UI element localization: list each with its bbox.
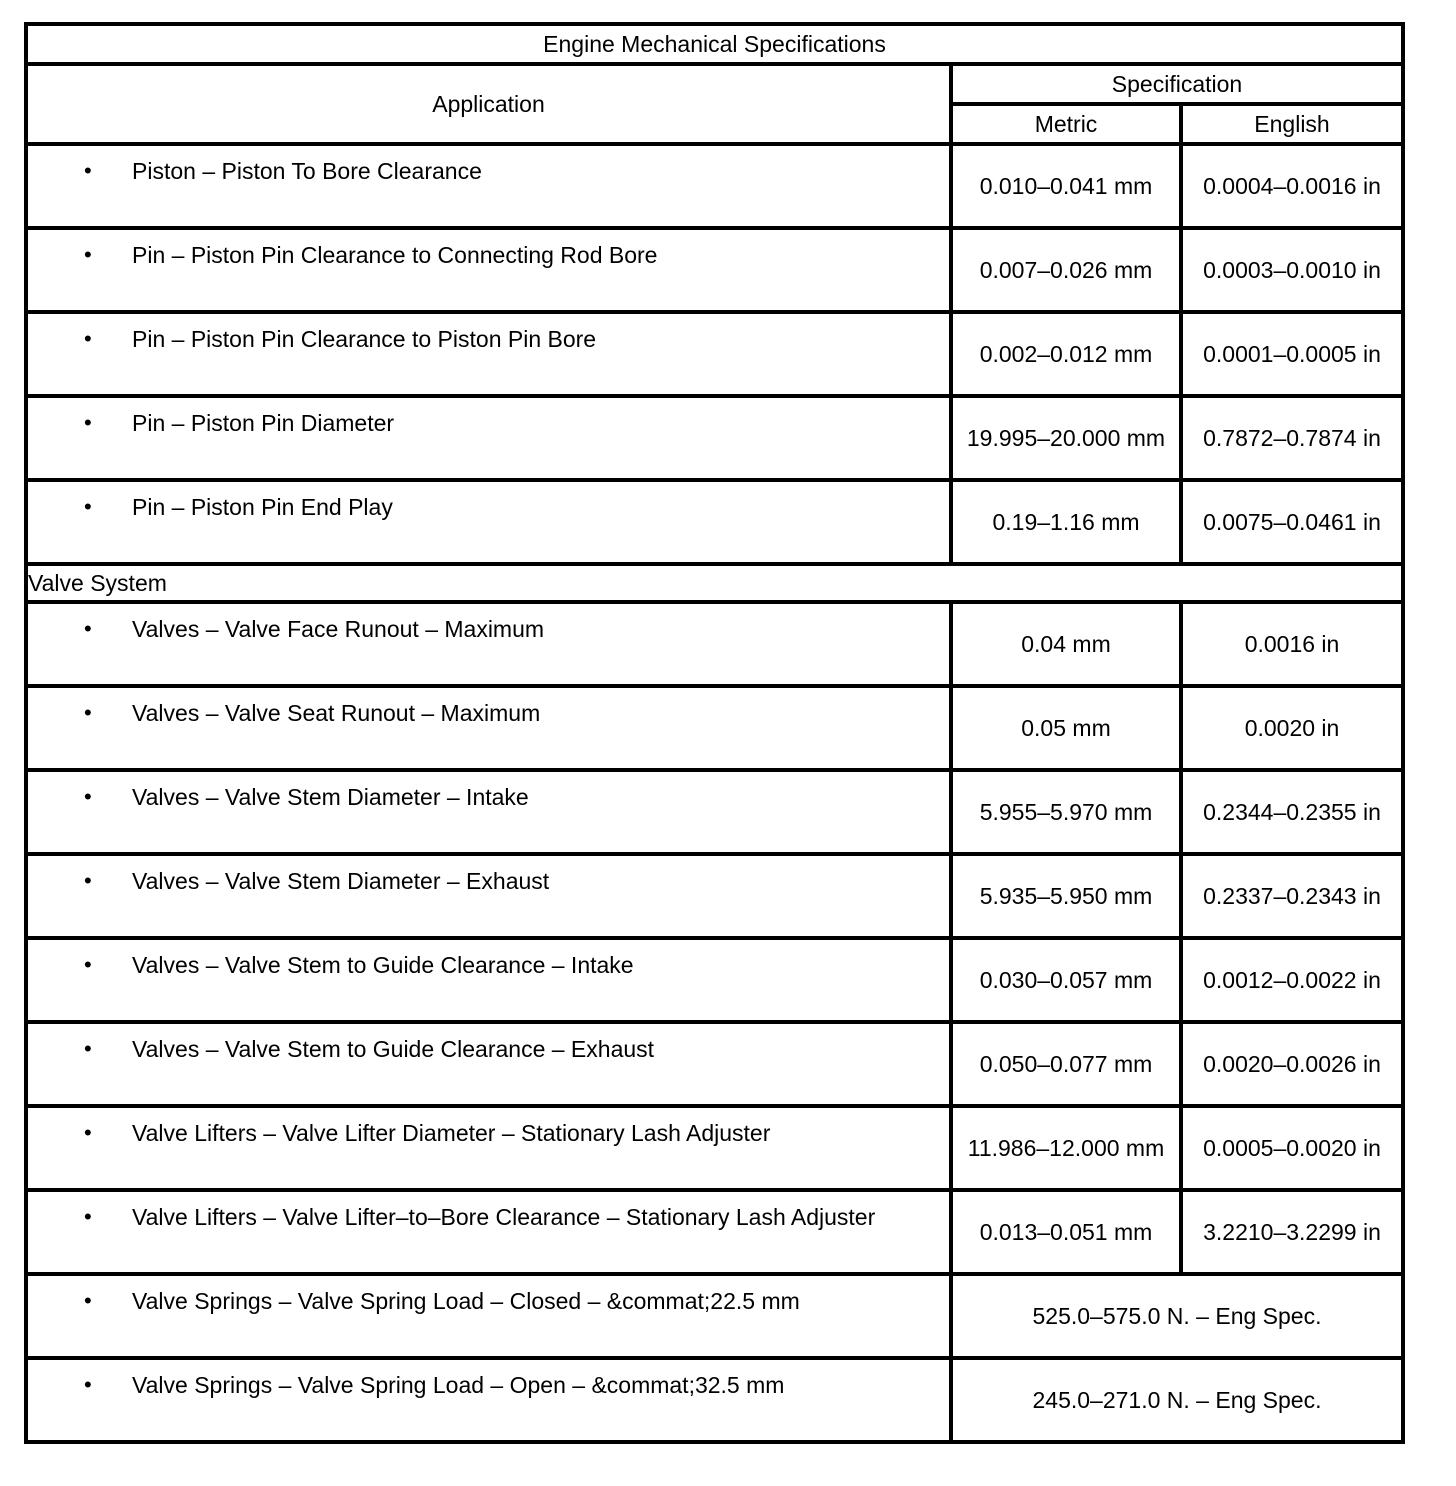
application-cell <box>26 854 951 938</box>
header-row-1 <box>26 64 1403 104</box>
metric-value: 5.955–5.970 mm <box>951 770 1181 854</box>
metric-value: 0.19–1.16 mm <box>951 480 1181 564</box>
table-row <box>26 228 1403 312</box>
spec-value: 525.0–575.0 N. – Eng Spec. <box>951 1274 1403 1358</box>
valve-rows <box>26 602 1403 1274</box>
bullet-icon: • <box>84 410 92 435</box>
english-value: 0.2344–0.2355 in <box>1181 770 1403 854</box>
application-label: Valve Springs – Valve Spring Load – Open – &commat;32.5 mm <box>132 1372 785 1398</box>
metric-value: 0.04 mm <box>951 602 1181 686</box>
english-value: 3.2210–3.2299 in <box>1181 1190 1403 1274</box>
table-row <box>26 312 1403 396</box>
application-label: Valves – Valve Stem Diameter – Exhaust <box>132 868 550 894</box>
application-cell <box>26 480 951 564</box>
table-row <box>26 1022 1403 1106</box>
application-label: Piston – Piston To Bore Clearance <box>132 158 482 184</box>
bullet-icon: • <box>84 158 92 183</box>
table-row <box>26 396 1403 480</box>
application-cell <box>26 228 951 312</box>
bullet-icon: • <box>84 1204 92 1229</box>
table-row <box>26 480 1403 564</box>
metric-value: 0.007–0.026 mm <box>951 228 1181 312</box>
application-cell <box>26 1274 951 1358</box>
bullet-icon: • <box>84 784 92 809</box>
bullet-icon: • <box>84 1372 92 1397</box>
application-cell <box>26 602 951 686</box>
metric-value: 0.010–0.041 mm <box>951 144 1181 228</box>
metric-value: 0.002–0.012 mm <box>951 312 1181 396</box>
table-row <box>26 686 1403 770</box>
table-row <box>26 1190 1403 1274</box>
table-row <box>26 144 1403 228</box>
bullet-icon: • <box>84 700 92 725</box>
metric-value: 0.030–0.057 mm <box>951 938 1181 1022</box>
application-cell <box>26 686 951 770</box>
application-cell <box>26 312 951 396</box>
english-value: 0.0020 in <box>1181 686 1403 770</box>
metric-value: 0.05 mm <box>951 686 1181 770</box>
table-row <box>26 1106 1403 1190</box>
section-row-valve-system <box>26 564 1403 602</box>
application-cell <box>26 144 951 228</box>
engine-spec-table <box>24 22 1405 1444</box>
english-value: 0.0005–0.0020 in <box>1181 1106 1403 1190</box>
english-value: 0.7872–0.7874 in <box>1181 396 1403 480</box>
bullet-icon: • <box>84 616 92 641</box>
english-value: 0.0075–0.0461 in <box>1181 480 1403 564</box>
spec-value: 245.0–271.0 N. – Eng Spec. <box>951 1358 1403 1442</box>
piston-rows <box>26 144 1403 564</box>
application-cell <box>26 1358 951 1442</box>
application-label: Valves – Valve Stem to Guide Clearance – Exhaust <box>132 1036 655 1062</box>
metric-value: 0.013–0.051 mm <box>951 1190 1181 1274</box>
application-cell <box>26 1190 951 1274</box>
application-label: Pin – Piston Pin Diameter <box>132 410 395 436</box>
application-label: Valves – Valve Stem to Guide Clearance – Intake <box>132 952 634 978</box>
bullet-icon: • <box>84 326 92 351</box>
application-label: Valve Springs – Valve Spring Load – Closed – &commat;22.5 mm <box>132 1288 800 1314</box>
application-cell <box>26 770 951 854</box>
bullet-icon: • <box>84 868 92 893</box>
english-value: 0.0020–0.0026 in <box>1181 1022 1403 1106</box>
english-value: 0.0001–0.0005 in <box>1181 312 1403 396</box>
metric-value: 0.050–0.077 mm <box>951 1022 1181 1106</box>
table-row <box>26 770 1403 854</box>
table-row <box>26 1274 1403 1358</box>
table-row <box>26 602 1403 686</box>
bullet-icon: • <box>84 1288 92 1313</box>
bullet-icon: • <box>84 1036 92 1061</box>
application-header: Application <box>26 64 951 144</box>
application-label: Pin – Piston Pin Clearance to Piston Pin Bore <box>132 326 597 352</box>
application-cell <box>26 396 951 480</box>
section-label: Valve System <box>26 564 1403 602</box>
english-value: 0.0012–0.0022 in <box>1181 938 1403 1022</box>
bullet-icon: • <box>84 952 92 977</box>
specification-header: Specification <box>951 64 1403 104</box>
table-row <box>26 1358 1403 1442</box>
application-label: Pin – Piston Pin End Play <box>132 494 393 520</box>
bullet-icon: • <box>84 494 92 519</box>
table-title: Engine Mechanical Specifications <box>26 24 1403 64</box>
table-row <box>26 938 1403 1022</box>
valve-spring-rows <box>26 1274 1403 1442</box>
english-value: 0.2337–0.2343 in <box>1181 854 1403 938</box>
application-cell <box>26 938 951 1022</box>
application-label: Valves – Valve Seat Runout – Maximum <box>132 700 541 726</box>
english-value: 0.0004–0.0016 in <box>1181 144 1403 228</box>
english-header: English <box>1181 104 1403 144</box>
bullet-icon: • <box>84 1120 92 1145</box>
application-cell <box>26 1022 951 1106</box>
english-value: 0.0003–0.0010 in <box>1181 228 1403 312</box>
metric-header: Metric <box>951 104 1181 144</box>
metric-value: 5.935–5.950 mm <box>951 854 1181 938</box>
application-label: Valves – Valve Stem Diameter – Intake <box>132 784 529 810</box>
application-label: Valves – Valve Face Runout – Maximum <box>132 616 545 642</box>
application-label: Pin – Piston Pin Clearance to Connecting Rod Bore <box>132 242 658 268</box>
metric-value: 11.986–12.000 mm <box>951 1106 1181 1190</box>
metric-value: 19.995–20.000 mm <box>951 396 1181 480</box>
table-row <box>26 854 1403 938</box>
table-title-row <box>26 24 1403 64</box>
english-value: 0.0016 in <box>1181 602 1403 686</box>
bullet-icon: • <box>84 242 92 267</box>
application-label: Valve Lifters – Valve Lifter–to–Bore Clearance – Stationary Lash Adjuster <box>132 1204 876 1230</box>
application-label: Valve Lifters – Valve Lifter Diameter – Stationary Lash Adjuster <box>132 1120 771 1146</box>
application-cell <box>26 1106 951 1190</box>
